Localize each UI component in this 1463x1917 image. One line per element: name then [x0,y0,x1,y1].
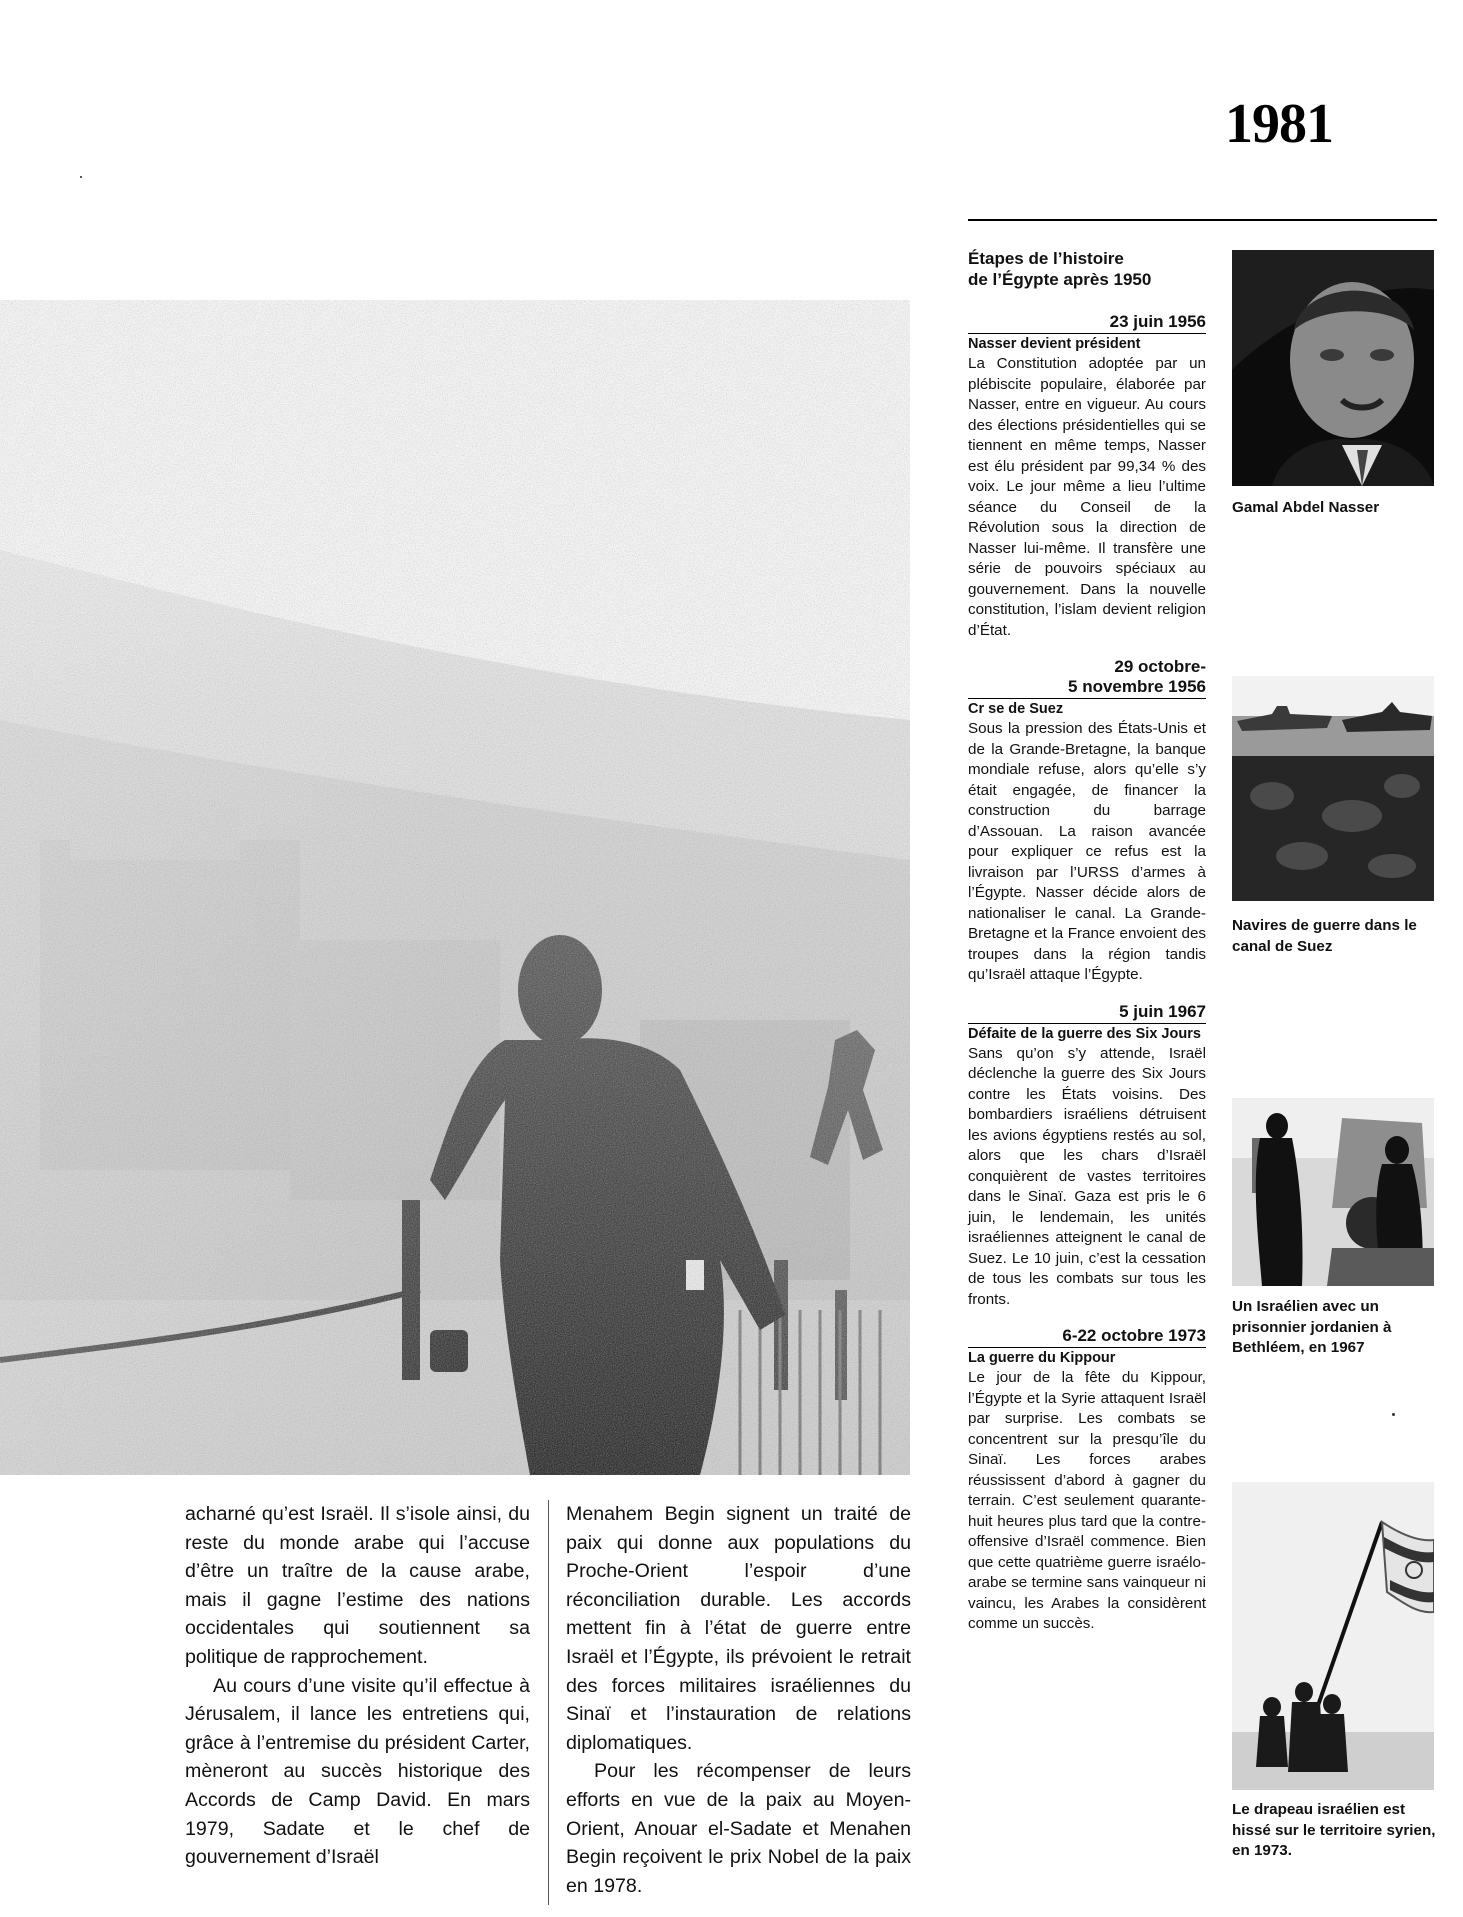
timeline-entry [968,1326,1206,1635]
timeline-heading-line: Étapes de l’histoire [968,249,1124,268]
nasser-portrait-photo [1232,250,1434,486]
caption-nasser: Gamal Abdel Nasser [1232,499,1380,516]
entry-title: Cr se de Suez [968,701,1064,717]
header-rule [968,219,1437,221]
entry-date: 29 octobre- 5 novembre 1956 [968,657,1206,699]
article-column-1 [185,1500,530,1872]
article-paragraph: acharné qu’est Israël. Il s’isole ainsi, du reste du monde arabe qui l’accuse d’être un traître de la cause arabe, mais il gagne l’estime des nations occidentales qui soutiennent sa politique de rapprochement. [185,1503,530,1668]
article-paragraph: Menahem Begin signent un traité de paix qui donne aux populations du Proche-Orient l’espoir d’une réconciliation durable. Les accords mettent fin à l’état de guerre entre Israël et l’Égypte, ils prévoient le retrait des forces militaires israéliennes du Sinaï et l’instauration de relations diplomatiques. [566,1503,911,1754]
article-paragraph: Au cours d’une visite qu’il effectue à Jérusalem, il lance les entretiens qui, grâce à l’entremise du président Carter, mèneront au succès historique des Accords de Camp David. En mars 1979, Sadate et le chef de gouvernement d’Israël [185,1674,530,1869]
flag-raising-photo [1232,1482,1434,1790]
caption-flag: Le drapeau israélien est hissé sur le territoire syrien, en 1973. [1232,1801,1436,1859]
suez-warships-photo [1232,676,1434,901]
timeline-heading [968,248,1206,290]
article-paragraph: Pour les récompenser de leurs efforts en vue de la paix au Moyen-Orient, Anouar el-Sadate et Menahen Begin reçoivent le prix Nobel de la paix en 1978. [566,1760,911,1897]
caption-bethlehem: Un Israélien avec un prisonnier jordanien à Bethléem, en 1967 [1232,1298,1392,1356]
entry-title: La guerre du Kippour [968,1350,1116,1366]
page-year: 1981 [1225,93,1333,155]
entry-date: 6-22 octobre 1973 [968,1326,1206,1348]
print-speck [1392,1413,1395,1416]
entry-text: La Constitution adoptée par un plébiscite populaire, élaborée par Nasser, entre en vigueur. Au cours des élections présidentielles qui se tiennent en même temps, Nasser est élu président par 99,34 % des voix. Le jour même a lieu l’ultime séance du Conseil de la Révolution sous la direction de Nasser lui-même. Il transfère une série de pouvoirs spéciaux au gouvernement. Dans la nouvelle constitution, l’islam devient religion d’État. [968,355,1206,639]
caption-suez: Navires de guerre dans le canal de Suez [1232,917,1417,955]
timeline-heading-line: de l’Égypte après 1950 [968,270,1152,289]
bethlehem-prisoner-photo [1232,1098,1434,1286]
entry-text: Le jour de la fête du Kippour, l’Égypte et la Syrie attaquent Israël par surprise. Les combats se concentrent sur la presqu’île du Sinaï. Les forces arabes réussissent d’abord à gagner du terrain. C’est seulement quarante-huit heures plus tard que la contre-offensive d’Israël commence. Bien que cette quatrième guerre israélo-arabe se termine sans vainqueur ni vaincu, les Arabes la considèrent comme un succès. [968,1369,1206,1632]
column-rule [548,1500,549,1905]
timeline-entry [968,657,1206,986]
timeline-entry [968,312,1206,641]
timeline-entry [968,1002,1206,1311]
main-photo-runner [0,300,910,1475]
entry-text: Sous la pression des États-Unis et de la Grande-Bretagne, la banque mondiale refuse, alors qu’elle s’y était engagée, de financer la construction du barrage d’Assouan. La raison avancée pour expliquer ce refus est la livraison par l’URSS d’armes à l’Égypte. Nasser décide alors de nationaliser le canal. La Grande-Bretagne et la France envoient des troupes dans la région tandis qu’Israël attaque l’Égypte. [968,720,1206,983]
entry-date: 5 juin 1967 [968,1002,1206,1024]
timeline-sidebar [968,248,1206,1647]
entry-text: Sans qu’on s’y attende, Israël déclenche la guerre des Six Jours contre les États voisins. Des bombardiers israéliens détruisent les avions égyptiens restés au sol, alors que les chars d’Israël conquièrent de vastes territoires dans le Sinaï. Gaza est pris le 6 juin, le lendemain, les unités israéliennes atteignent le canal de Suez. Le 10 juin, c’est la cessation de tous les combats sur tous les fronts. [968,1044,1206,1308]
print-speck [80,176,82,178]
entry-date: 23 juin 1956 [968,312,1206,334]
entry-title: Défaite de la guerre des Six Jours [968,1025,1201,1042]
entry-title: Nasser devient président [968,336,1141,352]
article-column-2 [566,1500,911,1900]
